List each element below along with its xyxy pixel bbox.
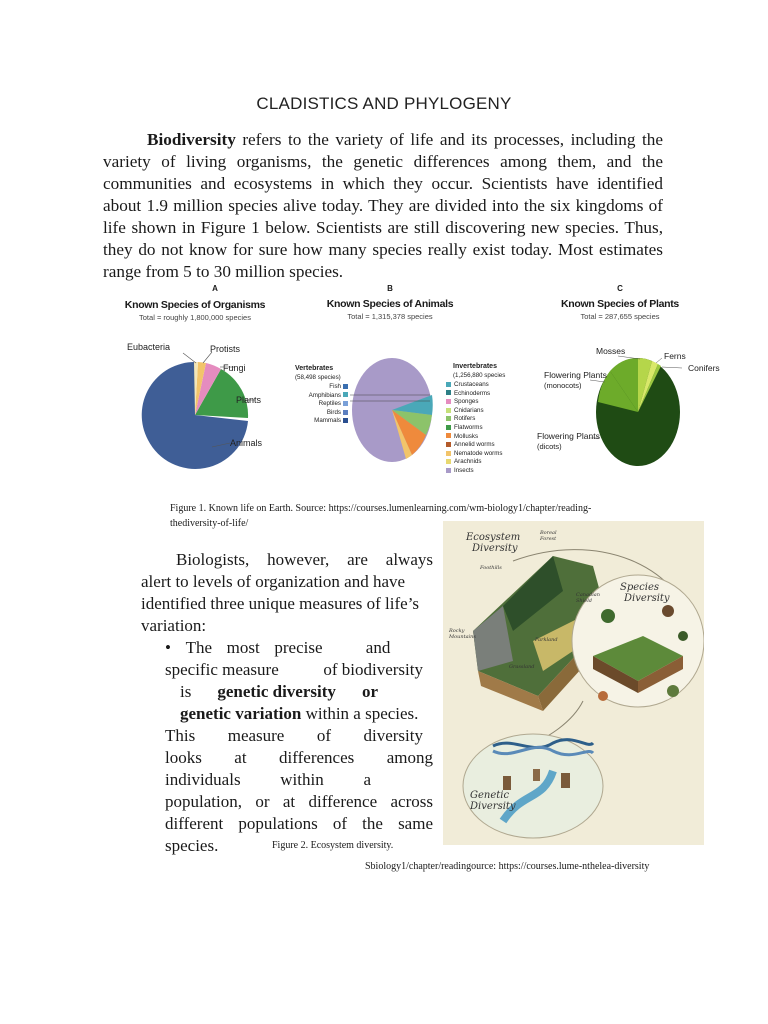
panel-b-total: Total = 1,315,378 species (347, 312, 433, 321)
pie-chart-organisms (120, 335, 270, 480)
label-dicots: (dicots) (537, 442, 562, 451)
label-rocky-mountains: Rocky Mountains (449, 628, 476, 640)
legend-crustaceans: Crustaceans (446, 381, 503, 390)
label-mosses: Mosses (596, 346, 626, 356)
panel-c-title: Known Species of Plants (561, 298, 679, 310)
invertebrates-list (446, 381, 503, 476)
para2-line2: alert to levels of organization and have (141, 572, 406, 591)
legend-reptiles: Reptiles (300, 400, 348, 409)
legend-birds: Birds (300, 409, 348, 418)
panel-a-title: Known Species of Organisms (124, 299, 266, 311)
para2-line4: variation: (141, 616, 207, 635)
bullet-line10: species. (165, 836, 219, 855)
legend-cnidarians: Cnidarians (446, 407, 503, 416)
legend-rotifers: Rotifers (446, 415, 503, 424)
panel-a-total: Total = roughly 1,800,000 species (139, 313, 251, 322)
label-parkland: Parkland (535, 637, 558, 643)
figure2-caption: Figure 2. Ecosystem diversity. (272, 840, 394, 851)
legend-sponges: Sponges (446, 398, 503, 407)
intro-paragraph (103, 129, 663, 283)
para2-line3: identified three unique measures of life’s (141, 594, 420, 613)
legend-fish: Fish (300, 383, 348, 392)
invertebrates-count: (1,256,880 species (453, 372, 506, 379)
panel-b-title: Known Species of Animals (326, 298, 454, 310)
bullet-line5: This measure of diversity (165, 726, 423, 745)
label-genetic-diversity: Genetic Diversity (470, 790, 516, 812)
panel-b-letter: B (387, 284, 393, 293)
para2-line1: Biologists, however, are always (176, 550, 433, 569)
intro-text: refers to the variety of life and its processes, including the variety of living organisms, the genetic differences among them, and the communities and ecosystems in which they occur. Scientists have identified about 1.9 million species alive today. They are divided into the six kingdoms of life shown in Figure 1 below. Scientists are still discovering new species. Thus, they do not know for sure how many species really exist today. Most estimates range from 5 to 30 million species. (103, 130, 663, 281)
bullet-line1: • The most precise and (165, 638, 391, 657)
legend-amphibians: Amphibians (300, 392, 348, 401)
label-protists: Protists (210, 344, 241, 354)
vertebrates-title: Vertebrates (295, 365, 334, 372)
label-boreal-forest: Boreal Forest (540, 530, 557, 542)
figure1-caption-line1: Figure 1. Known life on Earth. Source: https://courses.lumenlearning.com/wm-biology1/chapter/reading- (170, 503, 592, 514)
legend-echinoderms: Echinoderms (446, 390, 503, 399)
legend-annelid-worms: Annelid worms (446, 441, 503, 450)
bullet-mark: • (165, 638, 171, 657)
panel-c-total: Total = 287,655 species (580, 312, 660, 321)
legend-mollusks: Mollusks (446, 433, 503, 442)
bullet-line8: population, or at difference across (165, 792, 433, 811)
bullet-line4: genetic variation within a species. (180, 704, 419, 723)
legend-nematode-worms: Nematode worms (446, 450, 503, 459)
biodiversity-term: Biodiversity (147, 130, 236, 149)
label-grassland: Grassland (509, 664, 535, 670)
vertebrates-count: (58,498 species) (295, 374, 341, 381)
label-conifers: Conifers (688, 363, 720, 373)
label-fungi: Fungi (223, 363, 246, 373)
panel-c-letter: C (617, 284, 623, 293)
vertebrates-list (300, 383, 348, 426)
pie-chart-plants (590, 350, 690, 470)
legend-mammals: Mammals (300, 417, 348, 426)
label-flowering-dicots: Flowering Plants (537, 431, 600, 441)
source-line: Sbiology1/chapter/readingource: https://courses.lume-nthelea-diversity (365, 861, 650, 872)
label-canadian-shield: Canadian Shield (576, 592, 601, 604)
page-title: CLADISTICS AND PHYLOGENY (256, 94, 512, 113)
legend-insects: Insects (446, 467, 503, 476)
legend-flatworms: Flatworms (446, 424, 503, 433)
bullet-line9: different populations of the same (165, 814, 433, 833)
label-ecosystem-diversity: Ecosystem Diversity (466, 532, 521, 554)
panel-a-letter: A (212, 284, 218, 293)
figure1-caption-line2: thediversity-of-life/ (170, 518, 249, 529)
label-animals: Animals (230, 438, 263, 448)
bullet-line3: is genetic diversity or (180, 682, 378, 701)
label-species-diversity: Species Diversity (620, 582, 670, 604)
bullet-line7: individuals within a (165, 770, 371, 789)
bullet-line2: specific measure of biodiversity (165, 660, 423, 679)
label-plants: Plants (236, 395, 262, 405)
label-ferns: Ferns (664, 351, 686, 361)
bullet-line6: looks at differences among (165, 748, 433, 767)
label-foothills: Foothills (480, 565, 502, 571)
invertebrates-title: Invertebrates (453, 363, 497, 370)
label-flowering-monocots: Flowering Plants (544, 370, 607, 380)
pie-chart-animals (350, 355, 440, 475)
label-eubacteria: Eubacteria (127, 342, 171, 352)
legend-arachnids: Arachnids (446, 458, 503, 467)
label-monocots: (monocots) (544, 381, 582, 390)
